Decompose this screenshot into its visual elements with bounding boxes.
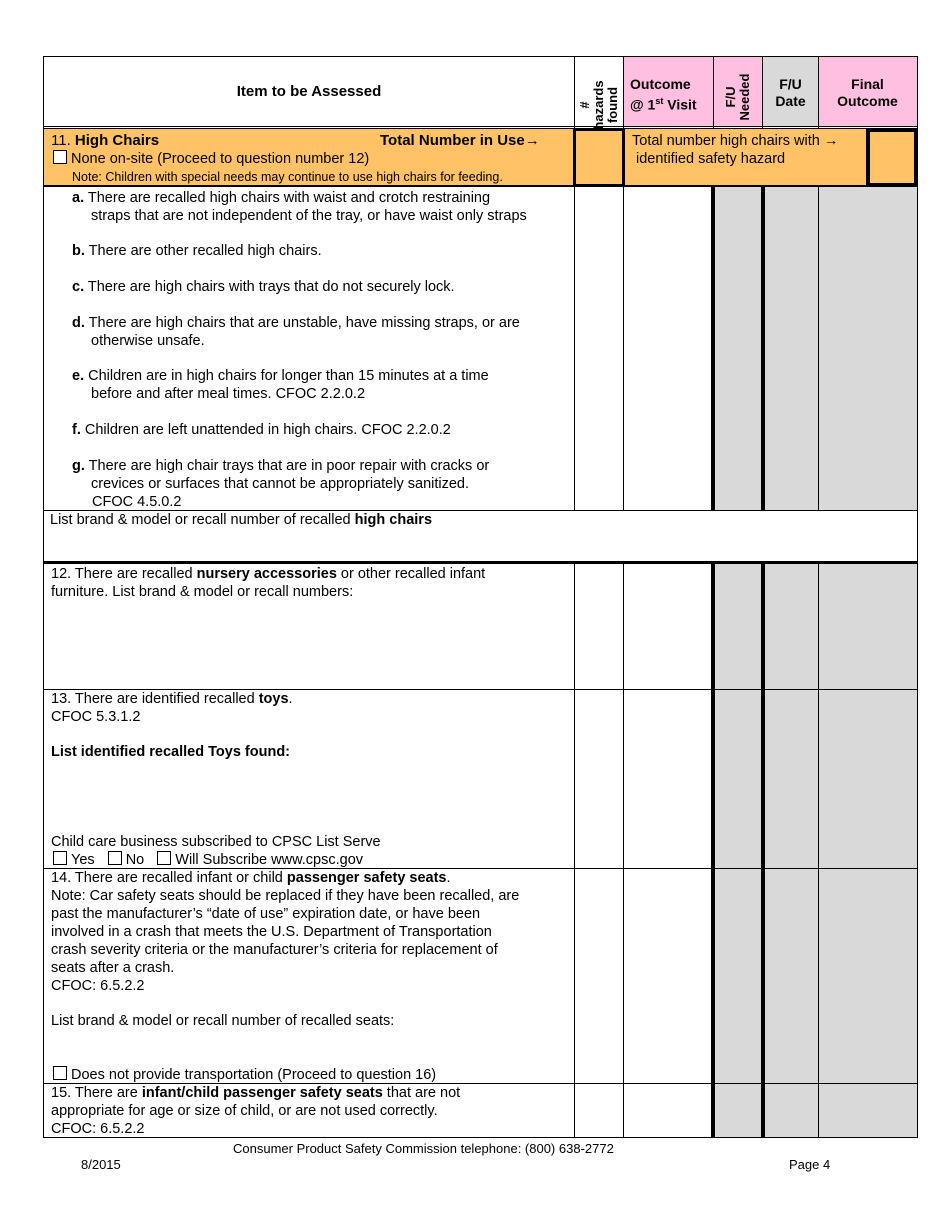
section11-note: Note: Children with special needs may continue to use high chairs for feeding. bbox=[72, 170, 503, 184]
none-onsite-option[interactable]: None on-site (Proceed to question number 12) bbox=[53, 150, 369, 168]
item-f: f. Children are left unattended in high chairs. CFOC 2.2.0.2 bbox=[72, 422, 451, 438]
no-transportation-checkbox[interactable] bbox=[53, 1066, 67, 1080]
q13-list-label: List identified recalled Toys found: bbox=[51, 744, 291, 760]
header-hazards-col: # hazards found bbox=[577, 80, 620, 130]
item-g: g. There are high chair trays that are in poor repair with cracks or crevices or surfaces that cannot be appropriately sanitized. CFOC 4.5.0.2 bbox=[72, 458, 490, 510]
no-transportation-option[interactable]: Does not provide transportation (Proceed to question 16) bbox=[53, 1066, 436, 1084]
header-final-outcome: Final Outcome bbox=[837, 76, 898, 109]
gray-col-a bbox=[713, 186, 917, 511]
high-chairs-list-label: List brand & model or recall number of recalled high chairs bbox=[50, 512, 433, 528]
footer-page: Page 4 bbox=[789, 1157, 831, 1172]
q15-text: 15. There are infant/child passenger safety seats that are not appropriate for age or size of child, or are not used correctly. CFOC: 6.5.2.2 bbox=[51, 1085, 461, 1137]
item-c: c. There are high chairs with trays that do not securely lock. bbox=[72, 279, 455, 295]
yes-checkbox[interactable] bbox=[53, 851, 67, 865]
header-fu-date: F/U Date bbox=[775, 76, 806, 109]
hazard-total-box[interactable] bbox=[866, 128, 918, 187]
item-a: a. There are recalled high chairs with waist and crotch restraining straps that are not independent of the tray, or have waist only straps bbox=[72, 190, 527, 224]
cpsc-listserve-options: Yes No Will Subscribe www.cpsc.gov bbox=[53, 851, 363, 869]
none-onsite-checkbox[interactable] bbox=[53, 150, 67, 164]
cpsc-listserve-label: Child care business subscribed to CPSC List Serve bbox=[51, 834, 381, 850]
q13-text: 13. There are identified recalled toys. CFOC 5.3.1.2 bbox=[51, 691, 293, 725]
no-checkbox[interactable] bbox=[108, 851, 122, 865]
gray-col-b bbox=[713, 563, 917, 1138]
footer-date: 8/2015 bbox=[81, 1157, 121, 1172]
header-item-col: Item to be Assessed bbox=[236, 83, 382, 100]
header-outcome: Outcome @ 1st Visit bbox=[630, 76, 697, 113]
hazard-total-label: Total number high chairs with → identified safety hazard bbox=[632, 133, 839, 167]
will-subscribe-checkbox[interactable] bbox=[157, 851, 171, 865]
q14-text: 14. There are recalled infant or child passenger safety seats. Note: Car safety seats should be replaced if they have been recalled, are past the manufacturer’s “date of use” expiration date, or have been involved in a crash that meets the U.S. Department of Transportation crash severity criteria or the manufacturer’s criteria for replacement of seats after a crash. CFOC: 6.5.2.2 bbox=[51, 870, 520, 994]
item-e: e. Children are in high chairs for longer than 15 minutes at a time before and after meal times. CFOC 2.2.0.2 bbox=[72, 368, 489, 402]
section11-title: 11. High Chairs bbox=[51, 132, 160, 149]
header-fu-needed: F/U Needed bbox=[723, 73, 752, 121]
item-d: d. There are high chairs that are unstable, have missing straps, or are otherwise unsafe. bbox=[72, 315, 520, 349]
section11-total-label: Total Number in Use→ bbox=[380, 132, 540, 149]
footer-phone: Consumer Product Safety Commission telephone: (800) 638-2772 bbox=[233, 1141, 614, 1156]
item-b: b. There are other recalled high chairs. bbox=[72, 243, 322, 259]
q12-text: 12. There are recalled nursery accessories or other recalled infant furniture. List brand & model or recall numbers: bbox=[51, 566, 486, 600]
q14-list-label: List brand & model or recall number of recalled seats: bbox=[51, 1013, 395, 1029]
